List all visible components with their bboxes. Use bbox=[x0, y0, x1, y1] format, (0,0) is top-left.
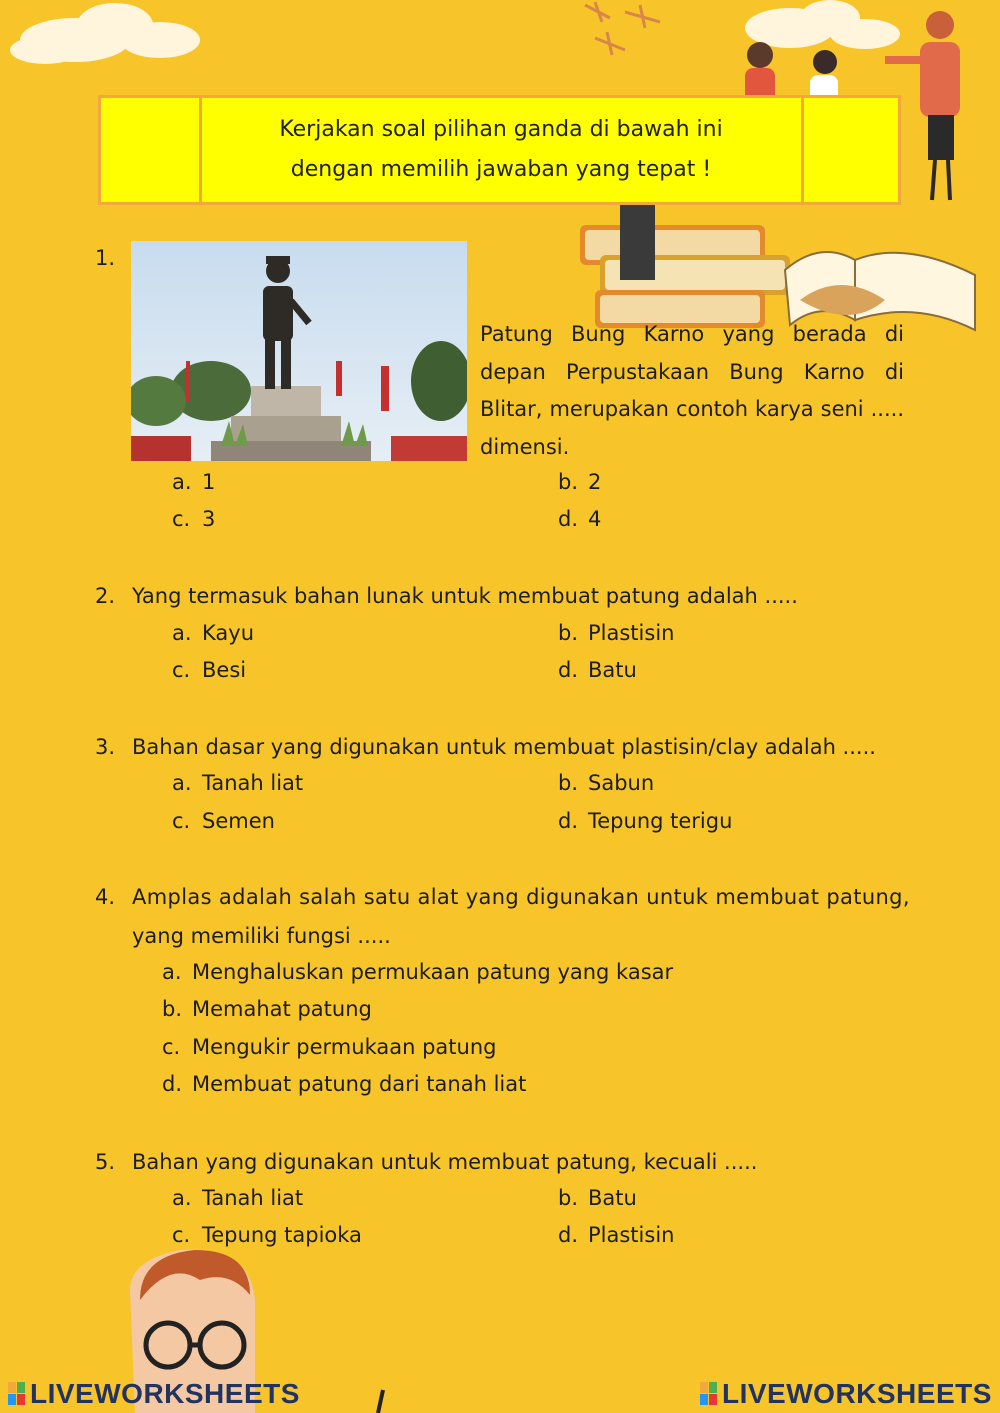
option-letter: d. bbox=[162, 1072, 183, 1096]
option-letter: c. bbox=[172, 809, 191, 833]
option-a[interactable] bbox=[162, 960, 673, 984]
option-letter: d. bbox=[558, 507, 579, 531]
option-text: Membuat patung dari tanah liat bbox=[192, 1072, 527, 1096]
option-text: Besi bbox=[202, 658, 247, 682]
option-a[interactable] bbox=[172, 771, 303, 795]
option-c[interactable] bbox=[162, 1035, 496, 1059]
option-text: Tepung terigu bbox=[588, 809, 733, 833]
option-text: Plastisin bbox=[588, 1223, 675, 1247]
option-letter: d. bbox=[558, 809, 579, 833]
option-text: Tepung tapioka bbox=[202, 1223, 362, 1247]
option-b[interactable] bbox=[558, 771, 654, 795]
option-b[interactable] bbox=[558, 470, 601, 494]
option-letter: a. bbox=[172, 621, 192, 645]
option-text: 1 bbox=[202, 470, 216, 494]
option-text: 3 bbox=[202, 507, 216, 531]
question-number: 1. bbox=[95, 246, 116, 270]
option-b[interactable] bbox=[558, 1186, 637, 1210]
question-text-line-1: Amplas adalah salah satu alat yang digunakan untuk membuat patung, bbox=[132, 885, 910, 909]
question-number: 2. bbox=[95, 584, 116, 608]
question-number: 3. bbox=[95, 735, 116, 759]
option-letter: d. bbox=[558, 1223, 579, 1247]
option-text: Menghaluskan permukaan patung yang kasar bbox=[192, 960, 674, 984]
question-text: Bahan dasar yang digunakan untuk membuat plastisin/clay adalah ..... bbox=[132, 735, 876, 759]
option-text: Tanah liat bbox=[202, 771, 304, 795]
question-number: 5. bbox=[95, 1150, 116, 1174]
statue-photo bbox=[131, 241, 467, 461]
option-text: Kayu bbox=[202, 621, 255, 645]
option-d[interactable] bbox=[558, 809, 732, 833]
option-letter: a. bbox=[162, 960, 182, 984]
table-divider bbox=[801, 98, 804, 202]
option-text: Sabun bbox=[588, 771, 655, 795]
option-c[interactable] bbox=[172, 1223, 362, 1247]
question-text: Yang termasuk bahan lunak untuk membuat patung adalah ..... bbox=[132, 584, 798, 608]
option-d[interactable] bbox=[558, 1223, 674, 1247]
option-letter: a. bbox=[172, 771, 192, 795]
option-letter: b. bbox=[558, 621, 579, 645]
option-letter: b. bbox=[558, 771, 579, 795]
brand-name: LIVEWORKSHEETS bbox=[30, 1378, 300, 1409]
option-text: Batu bbox=[588, 1186, 637, 1210]
option-text: Plastisin bbox=[588, 621, 675, 645]
option-d[interactable] bbox=[162, 1072, 526, 1096]
option-letter: c. bbox=[172, 1223, 191, 1247]
option-c[interactable] bbox=[172, 507, 215, 531]
option-d[interactable] bbox=[558, 658, 637, 682]
cloud-icon bbox=[745, 0, 900, 49]
books-stack-icon bbox=[580, 225, 790, 328]
brand-logo-right bbox=[700, 1378, 992, 1410]
instruction-line-1: Kerjakan soal pilihan ganda di bawah ini bbox=[279, 117, 723, 142]
option-d[interactable] bbox=[558, 507, 601, 531]
option-b[interactable] bbox=[162, 997, 372, 1021]
option-letter: c. bbox=[172, 507, 191, 531]
option-letter: c. bbox=[162, 1035, 181, 1059]
question-text-line-2: yang memiliki fungsi ..... bbox=[132, 924, 391, 948]
liveworksheets-logo-icon bbox=[700, 1382, 718, 1406]
option-text: Mengukir permukaan patung bbox=[192, 1035, 497, 1059]
option-c[interactable] bbox=[172, 809, 275, 833]
option-letter: a. bbox=[172, 470, 192, 494]
instruction-box bbox=[98, 95, 901, 205]
question-text: Bahan yang digunakan untuk membuat patung, kecuali ..... bbox=[132, 1150, 758, 1174]
option-a[interactable] bbox=[172, 1186, 303, 1210]
option-text: 2 bbox=[588, 470, 602, 494]
option-a[interactable] bbox=[172, 621, 254, 645]
cloud-icon bbox=[10, 3, 200, 64]
option-text: Semen bbox=[202, 809, 275, 833]
brand-logo-left bbox=[8, 1378, 300, 1410]
option-text: Batu bbox=[588, 658, 637, 682]
liveworksheets-logo-icon bbox=[8, 1382, 26, 1406]
dragonfly-icon bbox=[585, 2, 660, 55]
option-letter: b. bbox=[558, 470, 579, 494]
option-letter: c. bbox=[172, 658, 191, 682]
brand-name: LIVEWORKSHEETS bbox=[722, 1378, 992, 1409]
option-letter: d. bbox=[558, 658, 579, 682]
option-text: Tanah liat bbox=[202, 1186, 304, 1210]
option-text: Memahat patung bbox=[192, 997, 372, 1021]
option-letter: a. bbox=[172, 1186, 192, 1210]
option-text: 4 bbox=[588, 507, 602, 531]
question-number: 4. bbox=[95, 885, 116, 909]
option-a[interactable] bbox=[172, 470, 215, 494]
instruction-text bbox=[201, 110, 801, 190]
instruction-line-2: dengan memilih jawaban yang tepat ! bbox=[290, 157, 712, 182]
option-c[interactable] bbox=[172, 658, 246, 682]
option-letter: b. bbox=[162, 997, 183, 1021]
option-letter: b. bbox=[558, 1186, 579, 1210]
option-b[interactable] bbox=[558, 621, 674, 645]
question-1-text: Patung Bung Karno yang berada di depan Perpustakaan Bung Karno di Blitar, merupakan contoh karya seni ..... dimensi. bbox=[480, 322, 904, 459]
